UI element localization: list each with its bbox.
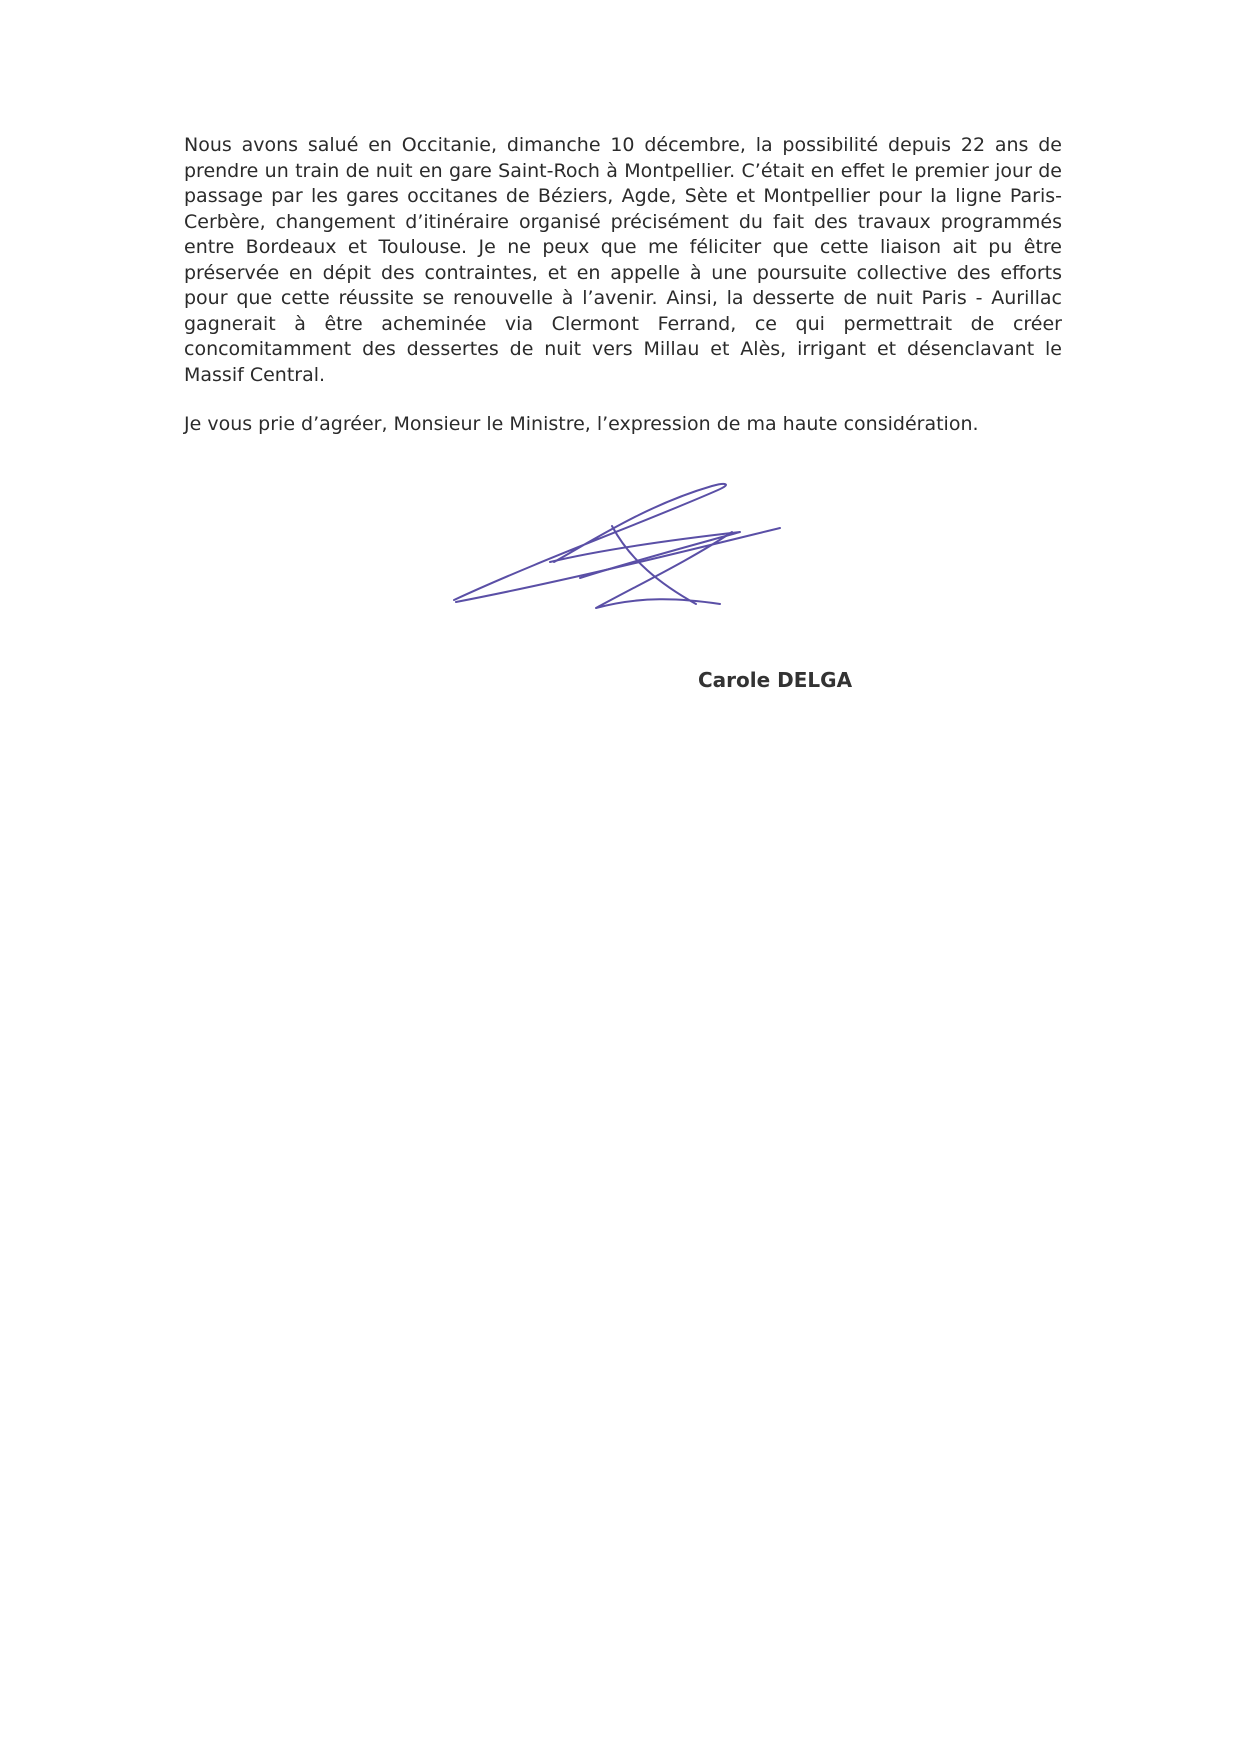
closing-formula: Je vous prie d’agréer, Monsieur le Ministre, l’expression de ma haute considération. xyxy=(184,413,979,435)
handwritten-signature xyxy=(450,480,830,620)
signatory-name: Carole DELGA xyxy=(698,668,853,692)
body-paragraph: Nous avons salué en Occitanie, dimanche 10 décembre, la possibilité depuis 22 ans de prendre un train de nuit en gare Saint-Roch à Montpellier. C’était en effet le premier jour de passage par les gares occitanes de Béziers, Agde, Sète et Montpellier pour la ligne Paris-Cerbère, changement d’itinéraire organisé précisément du fait des travaux programmés entre Bordeaux et Toulouse. Je ne peux que me féliciter que cette liaison ait pu être préservée en dépit des contraintes, et en appelle à une poursuite collective des efforts pour que cette réussite se renouvelle à l’avenir. Ainsi, la desserte de nuit Paris - Aurillac gagnerait à être acheminée via Clermont Ferrand, ce qui permettrait de créer concomitamment des dessertes de nuit vers Millau et Alès, irrigant et désenclavant le Massif Central. xyxy=(184,134,1062,386)
letter-body xyxy=(184,133,1062,438)
